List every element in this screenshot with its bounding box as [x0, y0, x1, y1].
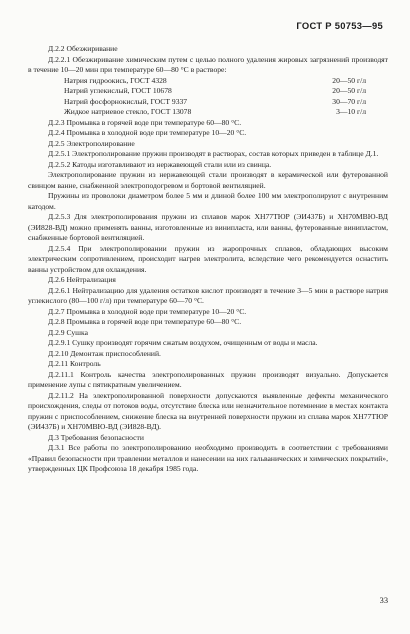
solution-composition-list	[28, 76, 388, 118]
section-d24: Д.2.4 Промывка в холодной воде при температуре 10—20 °С.	[48, 128, 247, 137]
section-d25-heading: Д.2.5 Электрополирование	[48, 138, 135, 148]
section-d291: Д.2.9.1 Сушку производят горячим сжатым воздухом, очищенным от воды и масла.	[48, 338, 318, 347]
section-d210: Д.2.10 Демонтаж приспособлений.	[48, 348, 161, 358]
solution-row	[28, 76, 388, 87]
gost-header: ГОСТ Р 50753—95	[296, 20, 383, 31]
section-d23: Д.2.3 Промывка в горячей воде при температуре 60—80 °С.	[48, 117, 242, 127]
solution-component: Жидкое натриевое стекло, ГОСТ 13078	[64, 107, 192, 116]
solution-component: Натрий углекислый, ГОСТ 10678	[64, 86, 172, 95]
solution-component: Натрий фосфорнокислый, ГОСТ 9337	[64, 96, 188, 106]
section-d29-heading: Д.2.9 Сушка	[48, 327, 88, 337]
section-d27: Д.2.7 Промывка в холодной воде при температуре 10—20 °С.	[48, 306, 247, 316]
solution-concentration: 3—10 г/л	[336, 107, 366, 116]
solution-row	[28, 107, 388, 118]
section-d28: Д.2.8 Промывка в горячей воде при температуре 60—80 °С.	[48, 317, 242, 326]
solution-concentration: 30—70 г/л	[332, 96, 366, 106]
section-d211-heading: Д.2.11 Контроль	[48, 359, 101, 368]
section-d254: Д.2.5.4 При электрополировании пружин из жаропрочных сплавов, обладающих высоким электрическим сопротивлением, происходит нагрев электролита, вследствие чего рекомендуется оснастить ванны устройством для охлаждения.	[28, 243, 388, 274]
solution-component: Натрия гидроокись, ГОСТ 4328	[64, 75, 167, 85]
section-d22-heading: Д.2.2 Обезжиривание	[48, 44, 118, 53]
solution-row	[28, 86, 388, 97]
solution-concentration: 20—50 г/л	[332, 86, 366, 95]
page-number: 33	[379, 595, 388, 605]
solution-concentration: 20—50 г/л	[332, 75, 366, 85]
solution-row	[28, 97, 388, 108]
section-d252: Д.2.5.2 Катоды изготавливают из нержавеющей стали или из свинца.	[48, 159, 272, 169]
section-d31: Д.3.1 Все работы по электрополированию необходимо производить в соответствии с требованиями «Правил безопасности при травлении металлов и нанесении на них гальванических и химических покрытий», утвержденных ЦК Профсоюза 18 декабря 1985 года.	[28, 443, 388, 473]
section-d251: Д.2.5.1 Электрополирование пружин производят в растворах, состав которых приведен в таблице Д.1.	[48, 149, 379, 158]
section-d3-heading: Д.3 Требования безопасности	[48, 432, 144, 442]
section-d2111: Д.2.11.1 Контроль качества электрополированных пружин производят визуально. Допускается применение лупы с пятикратным увеличением.	[28, 369, 388, 389]
section-d261: Д.2.6.1 Нейтрализацию для удаления остатков кислот производят в течение 3—5 мин в растворе натрия углекислого (80—100 г/л) при температуре 60—70 °С.	[28, 285, 388, 305]
section-d26-heading: Д.2.6 Нейтрализация	[48, 275, 116, 284]
document-body	[28, 44, 388, 475]
section-springs-inner-cathode: Пружины из проволоки диаметром более 5 мм и длиной более 100 мм электрополируют с внутренним катодом.	[28, 191, 388, 211]
section-electropolishing-stainless: Электрополирование пружин из нержавеющей стали производят в керамической или футерованной свинцом ванне, снабженной электроподогревом и бортовой вентиляцией.	[28, 170, 388, 190]
section-d253: Д.2.5.3 Для электрополирования пружин из сплавов марок ХН77ТЮР (ЭИ437Б) и ХН70МВЮ-ВД (ЭИ828-ВД) можно применять ванны, изготовленные из винипласта, или ванны, футерованные винипластом, снабженные бортовой вентиляцией.	[28, 212, 388, 242]
section-d221-text: Д.2.2.1 Обезжиривание химическим путем с целью полного удаления жировых загрязнений производят в течение 10—20 мин при температуре 60—80 °С в растворе:	[28, 54, 388, 74]
section-d2112: Д.2.11.2 На электрополированной поверхности допускаются выявленные дефекты механического происхождения, следы от потоков воды, отсутствие блеска или незначительное потемнение в местах контакта пружин с приспособлением, снижение блеска на внутренней поверхности пружин из сплава марок ХН77ТЮР (ЭИ437Б) и ХН70МВЮ-ВД (ЭИ828-ВД).	[28, 390, 388, 431]
